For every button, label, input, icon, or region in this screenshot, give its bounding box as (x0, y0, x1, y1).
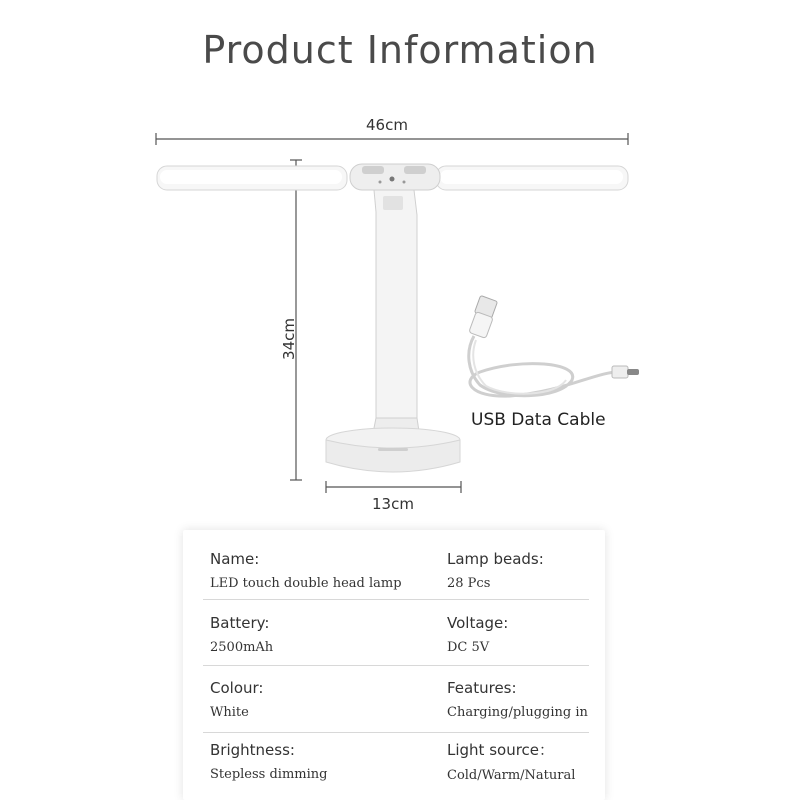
spec-value: DC 5V (447, 640, 490, 655)
spec-light-source (447, 739, 575, 783)
usb-cable (469, 295, 639, 396)
spec-label: Colour: (210, 679, 264, 697)
width-label: 46cm (366, 116, 408, 134)
spec-label: Battery: (210, 614, 270, 632)
left-light-panel (157, 166, 347, 190)
spec-name (210, 550, 402, 591)
specs-card (183, 530, 605, 800)
spec-label: Voltage: (447, 614, 509, 632)
spec-label: Features: (447, 679, 517, 697)
spec-label: Lamp beads: (447, 550, 544, 568)
lamp-base (326, 428, 460, 472)
spec-battery (210, 614, 273, 655)
spec-value: LED touch double head lamp (210, 576, 402, 591)
page-title: Product Information (202, 28, 598, 72)
spec-value: Stepless dimming (210, 767, 328, 782)
spec-row (203, 544, 589, 600)
base-dimension-line (326, 481, 461, 493)
spec-value: 2500mAh (210, 640, 274, 655)
right-light-panel (436, 166, 628, 190)
spec-value: Cold/Warm/Natural (447, 768, 576, 783)
spec-label: Light source： (447, 741, 555, 759)
spec-row (203, 608, 589, 666)
base-width-label: 13cm (372, 495, 414, 513)
spec-label: Name: (210, 550, 260, 568)
spec-label: Brightness: (210, 741, 295, 759)
spec-value: White (210, 705, 249, 720)
spec-voltage (447, 614, 508, 655)
width-dimension-line (156, 133, 628, 145)
spec-value: 28 Pcs (447, 576, 491, 591)
spec-brightness (210, 741, 327, 782)
spec-value: Charging/plugging in (447, 705, 588, 720)
lamp-hub (350, 164, 440, 190)
spec-lamp-beads (447, 550, 544, 591)
spec-colour (210, 679, 263, 720)
spec-features (447, 679, 588, 720)
lamp-arm (372, 190, 420, 438)
usb-cable-label: USB Data Cable (471, 410, 606, 430)
spec-row (203, 673, 589, 733)
height-label: 34cm (279, 318, 298, 360)
spec-row (203, 736, 589, 796)
